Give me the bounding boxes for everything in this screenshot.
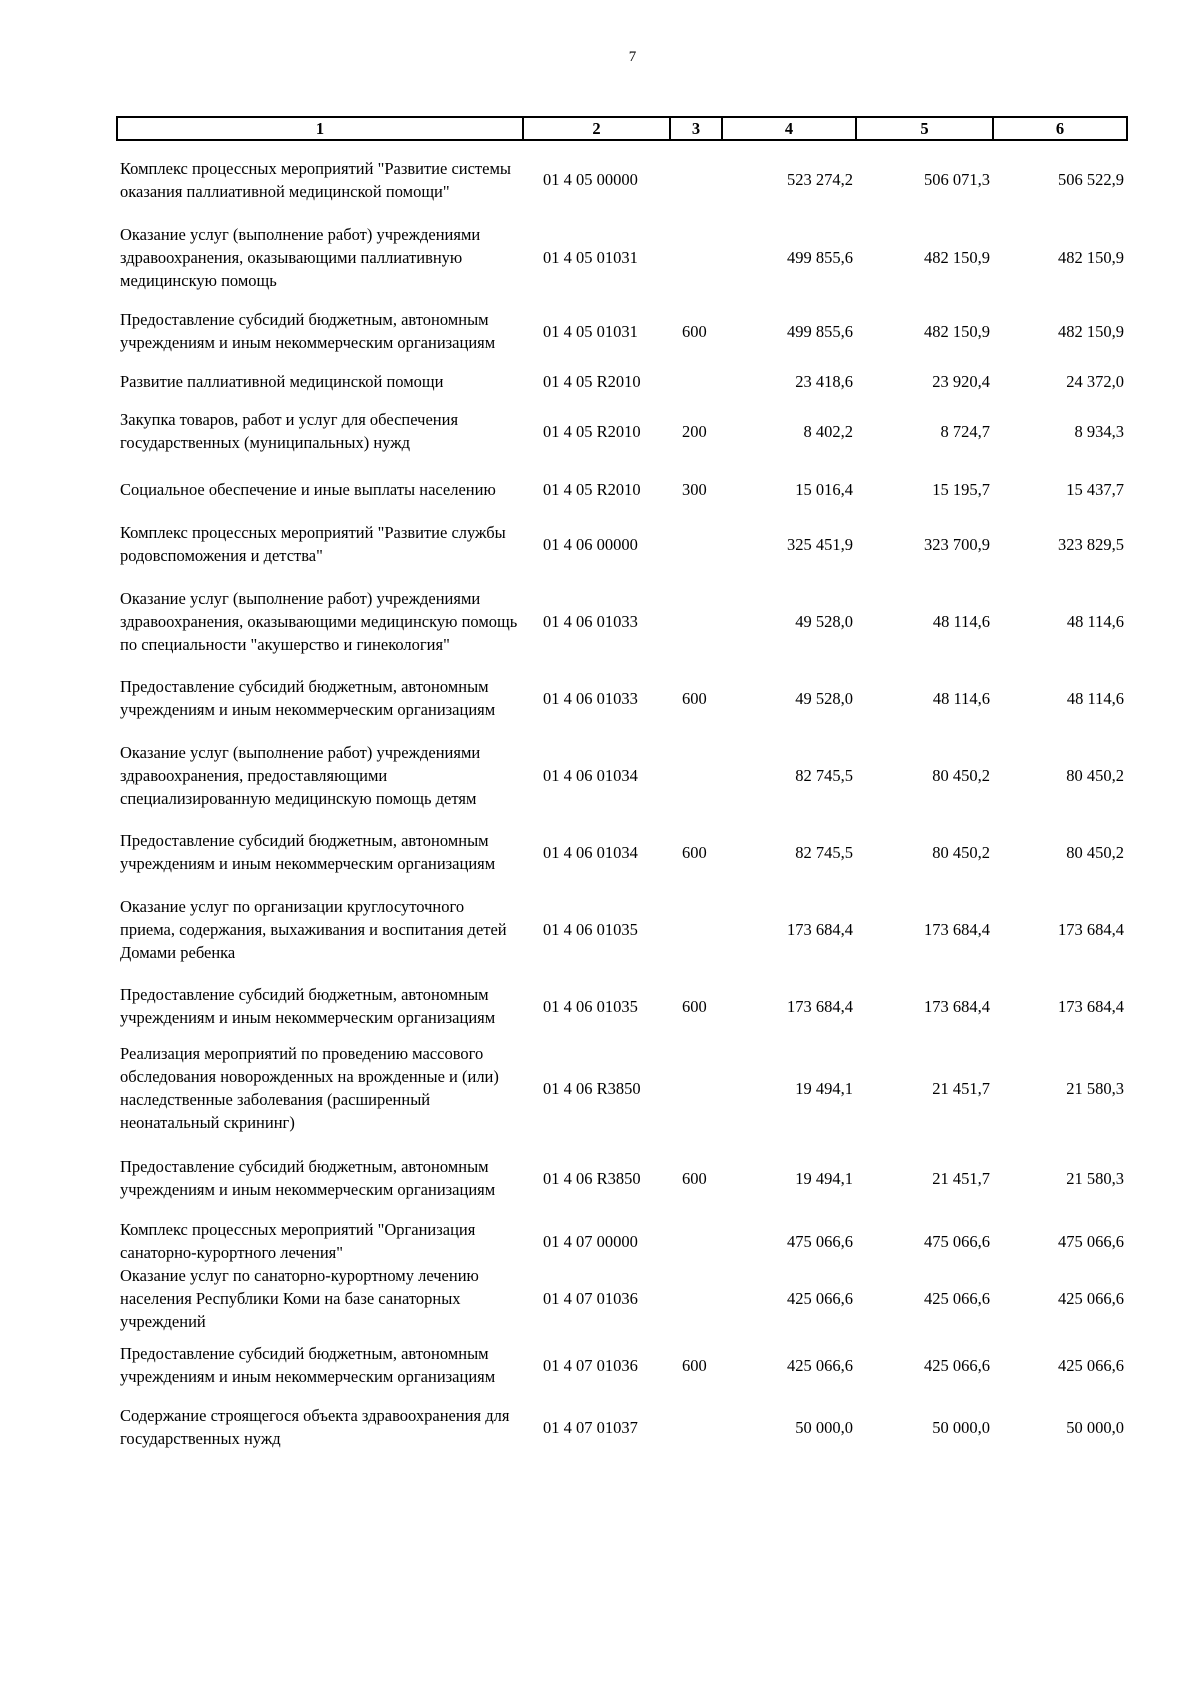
row-expense-type-cell xyxy=(670,730,722,820)
row-expense-type-cell: 300 xyxy=(682,479,707,499)
table-row xyxy=(117,512,1127,576)
row-value-col6-cell: 24 372,0 xyxy=(1066,371,1124,391)
row-name-cell: Комплекс процессных мероприятий "Развитие службы родовспоможения и детства" xyxy=(120,523,506,565)
row-value-col4-cell: 50 000,0 xyxy=(795,1417,853,1437)
row-expense-type-cell xyxy=(670,576,722,666)
row-expense-type-cell xyxy=(670,1038,722,1138)
row-name-cell: Комплекс процессных мероприятий "Развитие системы оказания паллиативной медицинской помощи" xyxy=(120,158,511,201)
table-row xyxy=(117,296,1127,366)
page-number: 7 xyxy=(628,49,637,65)
row-value-col5-cell: 15 195,7 xyxy=(932,479,990,499)
row-value-col5-cell: 80 450,2 xyxy=(932,765,990,785)
row-value-col4-cell: 425 066,6 xyxy=(787,1289,853,1308)
row-code-cell: 01 4 06 R3850 xyxy=(543,1078,641,1098)
row-value-col4-cell: 499 855,6 xyxy=(787,247,853,267)
table-row xyxy=(117,1038,1127,1138)
row-code-cell: 01 4 05 00000 xyxy=(543,170,638,189)
row-value-col6-cell: 21 580,3 xyxy=(1066,1078,1124,1098)
row-value-col5-cell: 23 920,4 xyxy=(932,371,990,391)
row-expense-type-cell xyxy=(670,366,722,396)
row-value-col4-cell: 173 684,4 xyxy=(787,919,853,939)
table-body xyxy=(117,140,1127,1457)
row-value-col4-cell: 173 684,4 xyxy=(787,996,853,1016)
row-value-col5-cell: 475 066,6 xyxy=(924,1231,990,1251)
table-row xyxy=(117,1333,1127,1397)
row-name-cell: Содержание строящегося объекта здравоохранения для государственных нужд xyxy=(120,1406,510,1448)
row-value-col4-cell: 499 855,6 xyxy=(787,321,853,341)
row-name-cell: Реализация мероприятий по проведению массового обследования новорожденных на врожденные и (или) наследственные заболевания (расширенный неонатальный скрининг) xyxy=(120,1044,499,1132)
row-name-cell: Оказание услуг по организации круглосуточного приема, содержания, выхаживания и воспитания детей Домами ребенка xyxy=(120,896,507,962)
table-row xyxy=(117,1138,1127,1218)
row-code-cell: 01 4 06 01035 xyxy=(543,919,638,939)
row-expense-type-cell: 600 xyxy=(682,996,707,1016)
row-value-col4-cell: 49 528,0 xyxy=(795,688,853,708)
row-value-col4-cell: 19 494,1 xyxy=(795,1078,853,1098)
row-value-col5-cell: 482 150,9 xyxy=(924,247,990,267)
row-name-cell: Предоставление субсидий бюджетным, автономным учреждениям и иным некоммерческим организациям xyxy=(120,1157,496,1199)
row-code-cell: 01 4 07 01037 xyxy=(543,1417,638,1437)
row-value-col6-cell: 21 580,3 xyxy=(1066,1168,1124,1188)
row-value-col6-cell: 80 450,2 xyxy=(1066,765,1124,785)
column-header-4: 4 xyxy=(722,117,856,140)
row-value-col4-cell: 523 274,2 xyxy=(787,170,853,189)
row-value-col6-cell: 323 829,5 xyxy=(1058,534,1124,554)
table-row xyxy=(117,1218,1127,1264)
table-row xyxy=(117,820,1127,884)
row-value-col6-cell: 425 066,6 xyxy=(1058,1289,1124,1308)
table-row xyxy=(117,974,1127,1038)
row-name-cell: Закупка товаров, работ и услуг для обеспечения государственных (муниципальных) нужд xyxy=(120,410,459,452)
column-header-1: 1 xyxy=(117,117,523,140)
row-expense-type-cell: 600 xyxy=(682,1168,707,1188)
row-value-col6-cell: 50 000,0 xyxy=(1066,1417,1124,1437)
row-code-cell: 01 4 06 01034 xyxy=(543,765,638,785)
table-row xyxy=(117,730,1127,820)
row-value-col5-cell: 21 451,7 xyxy=(932,1168,990,1188)
table-header-row xyxy=(117,117,1127,140)
row-name-cell: Оказание услуг по санаторно-курортному лечению населения Республики Коми на базе санаторных учреждений xyxy=(120,1266,479,1331)
row-name-cell: Предоставление субсидий бюджетным, автономным учреждениям и иным некоммерческим организациям xyxy=(120,985,496,1027)
row-value-col6-cell: 15 437,7 xyxy=(1066,479,1124,499)
row-value-col5-cell: 425 066,6 xyxy=(924,1289,990,1308)
row-value-col6-cell: 173 684,4 xyxy=(1058,996,1124,1016)
row-expense-type-cell xyxy=(670,1397,722,1457)
table-row xyxy=(117,218,1127,296)
row-value-col4-cell: 82 745,5 xyxy=(795,765,853,785)
row-value-col5-cell: 173 684,4 xyxy=(924,919,990,939)
table-row xyxy=(117,1264,1127,1333)
row-name-cell: Оказание услуг (выполнение работ) учреждениями здравоохранения, оказывающими медицинскую помощь по специальности "акушерство и гинекология" xyxy=(120,588,518,654)
row-value-col5-cell: 48 114,6 xyxy=(932,688,990,708)
row-expense-type-cell: 600 xyxy=(682,688,707,708)
row-name-cell: Оказание услуг (выполнение работ) учреждениями здравоохранения, предоставляющими специализированную медицинскую помощь детям xyxy=(120,742,481,808)
row-expense-type-cell: 600 xyxy=(682,1355,707,1375)
row-name-cell: Предоставление субсидий бюджетным, автономным учреждениям и иным некоммерческим организациям xyxy=(120,310,496,352)
row-expense-type-cell xyxy=(670,140,722,218)
column-header-3: 3 xyxy=(670,117,722,140)
row-expense-type-cell: 600 xyxy=(682,842,707,862)
column-header-5: 5 xyxy=(856,117,993,140)
row-expense-type-cell xyxy=(670,512,722,576)
row-value-col6-cell: 506 522,9 xyxy=(1058,170,1124,189)
row-code-cell: 01 4 05 R2010 xyxy=(543,479,641,499)
row-expense-type-cell xyxy=(670,218,722,296)
row-value-col4-cell: 425 066,6 xyxy=(787,1355,853,1375)
row-code-cell: 01 4 06 01033 xyxy=(543,688,638,708)
row-value-col5-cell: 506 071,3 xyxy=(924,170,990,189)
column-header-6: 6 xyxy=(993,117,1127,140)
row-code-cell: 01 4 05 01031 xyxy=(543,247,638,267)
row-name-cell: Социальное обеспечение и иные выплаты населению xyxy=(120,479,496,499)
row-value-col4-cell: 8 402,2 xyxy=(803,421,853,441)
row-value-col4-cell: 19 494,1 xyxy=(795,1168,853,1188)
row-name-cell: Предоставление субсидий бюджетным, автономным учреждениям и иным некоммерческим организациям xyxy=(120,831,496,873)
table-row xyxy=(117,576,1127,666)
row-value-col5-cell: 50 000,0 xyxy=(932,1417,990,1437)
row-name-cell: Предоставление субсидий бюджетным, автономным учреждениям и иным некоммерческим организациям xyxy=(120,677,496,719)
row-name-cell: Комплекс процессных мероприятий "Организация санаторно-курортного лечения" xyxy=(120,1220,476,1262)
row-value-col4-cell: 49 528,0 xyxy=(795,611,853,631)
column-header-2: 2 xyxy=(523,117,670,140)
row-value-col6-cell: 8 934,3 xyxy=(1074,421,1124,441)
row-code-cell: 01 4 07 01036 xyxy=(543,1289,638,1308)
row-name-cell: Предоставление субсидий бюджетным, автономным учреждениям и иным некоммерческим организациям xyxy=(120,1344,496,1386)
row-value-col6-cell: 475 066,6 xyxy=(1058,1231,1124,1251)
table-row xyxy=(117,666,1127,730)
row-value-col5-cell: 323 700,9 xyxy=(924,534,990,554)
row-code-cell: 01 4 05 01031 xyxy=(543,321,638,341)
row-name-cell: Оказание услуг (выполнение работ) учреждениями здравоохранения, оказывающими паллиативную медицинскую помощь xyxy=(120,224,481,290)
row-value-col5-cell: 21 451,7 xyxy=(932,1078,990,1098)
row-name-cell: Развитие паллиативной медицинской помощи xyxy=(120,371,444,391)
row-expense-type-cell xyxy=(670,884,722,974)
row-value-col6-cell: 173 684,4 xyxy=(1058,919,1124,939)
table-row xyxy=(117,466,1127,512)
row-expense-type-cell: 200 xyxy=(682,421,707,441)
row-value-col6-cell: 482 150,9 xyxy=(1058,247,1124,267)
table-row xyxy=(117,366,1127,396)
table-row xyxy=(117,140,1127,218)
row-code-cell: 01 4 06 01033 xyxy=(543,611,638,631)
row-code-cell: 01 4 07 01036 xyxy=(543,1355,638,1375)
row-value-col5-cell: 482 150,9 xyxy=(924,321,990,341)
row-value-col5-cell: 425 066,6 xyxy=(924,1355,990,1375)
row-expense-type-cell xyxy=(670,1218,722,1264)
row-code-cell: 01 4 06 R3850 xyxy=(543,1168,641,1188)
row-expense-type-cell: 600 xyxy=(682,321,707,341)
row-code-cell: 01 4 07 00000 xyxy=(543,1231,638,1251)
row-value-col5-cell: 173 684,4 xyxy=(924,996,990,1016)
row-value-col6-cell: 48 114,6 xyxy=(1066,611,1124,631)
row-value-col4-cell: 82 745,5 xyxy=(795,842,853,862)
row-code-cell: 01 4 05 R2010 xyxy=(543,421,641,441)
row-code-cell: 01 4 06 01035 xyxy=(543,996,638,1016)
budget-table xyxy=(116,116,1128,1457)
row-code-cell: 01 4 06 01034 xyxy=(543,842,638,862)
row-code-cell: 01 4 06 00000 xyxy=(543,534,638,554)
row-value-col6-cell: 80 450,2 xyxy=(1066,842,1124,862)
row-expense-type-cell xyxy=(670,1264,722,1333)
row-value-col4-cell: 15 016,4 xyxy=(795,479,853,499)
row-code-cell: 01 4 05 R2010 xyxy=(543,371,641,391)
row-value-col5-cell: 48 114,6 xyxy=(932,611,990,631)
row-value-col4-cell: 23 418,6 xyxy=(795,371,853,391)
table-row xyxy=(117,396,1127,466)
row-value-col6-cell: 48 114,6 xyxy=(1066,688,1124,708)
row-value-col4-cell: 475 066,6 xyxy=(787,1231,853,1251)
table-row xyxy=(117,884,1127,974)
row-value-col6-cell: 482 150,9 xyxy=(1058,321,1124,341)
row-value-col6-cell: 425 066,6 xyxy=(1058,1355,1124,1375)
table-row xyxy=(117,1397,1127,1457)
row-value-col4-cell: 325 451,9 xyxy=(787,534,853,554)
row-value-col5-cell: 8 724,7 xyxy=(940,421,990,441)
row-value-col5-cell: 80 450,2 xyxy=(932,842,990,862)
